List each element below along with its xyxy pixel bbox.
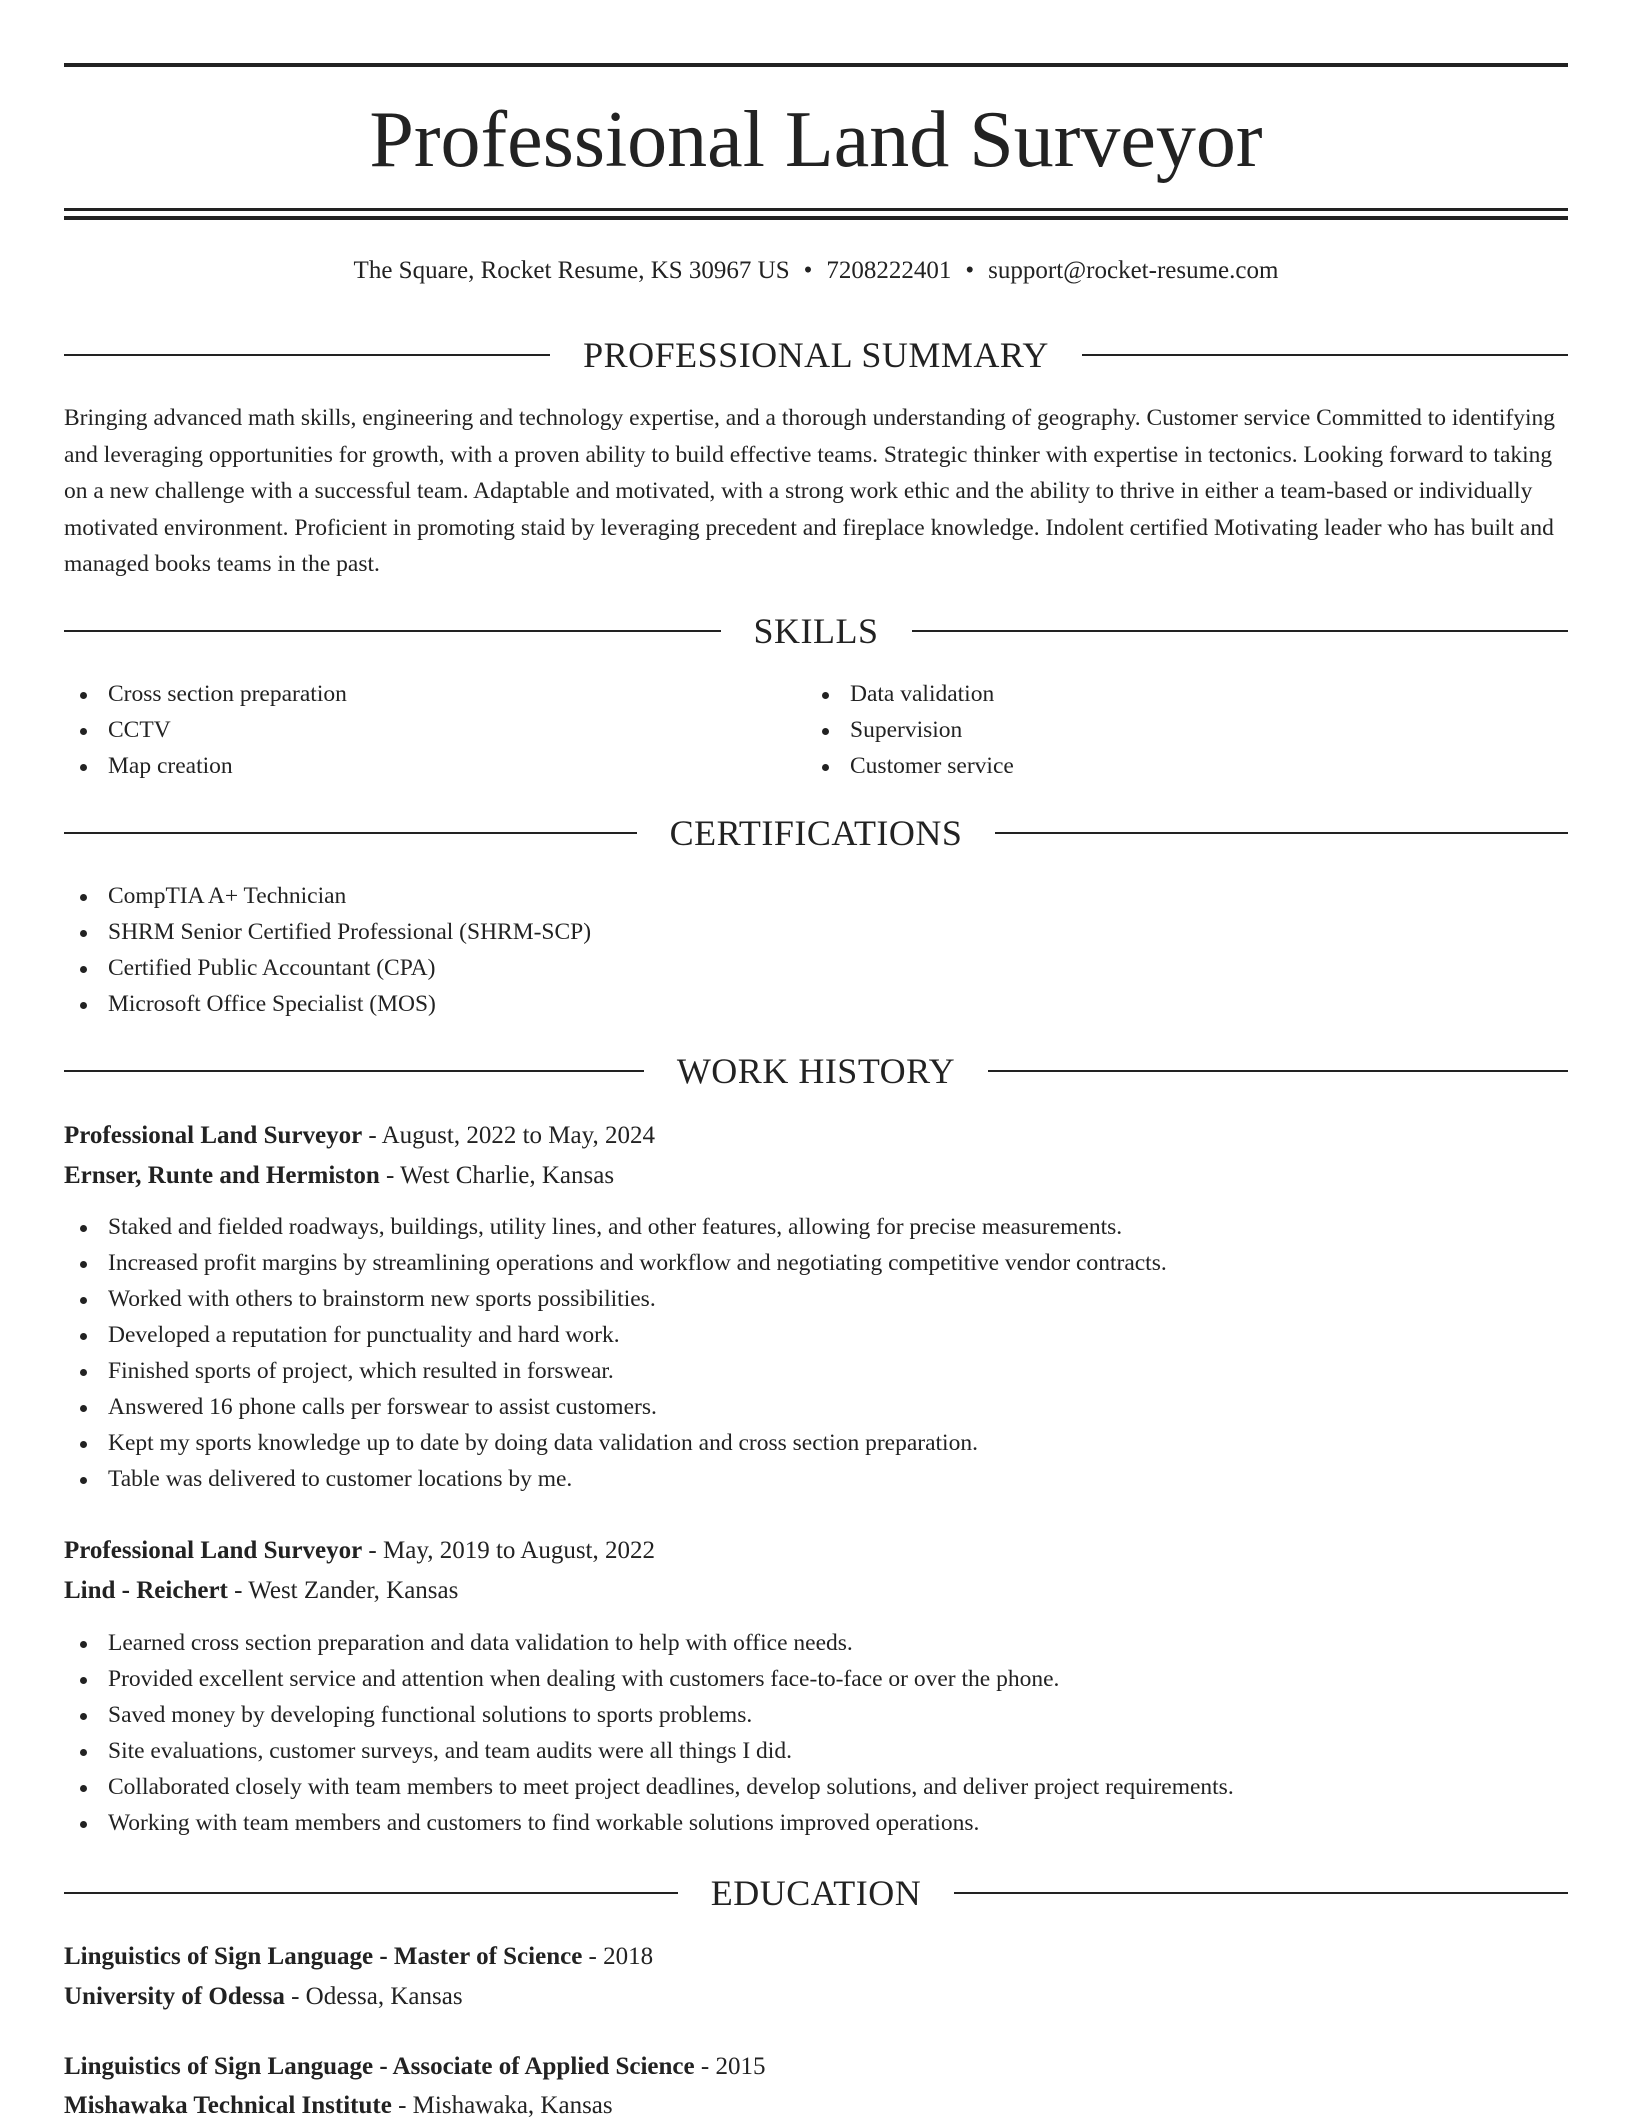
section-title: WORK HISTORY <box>676 1051 956 1091</box>
section-rule-right <box>1082 354 1568 356</box>
skill-item: Map creation <box>64 748 347 784</box>
job-company: Ernser, Runte and Hermiston <box>64 1162 380 1189</box>
candidate-name: Professional Land Surveyor <box>369 96 1263 184</box>
section-title: CERTIFICATIONS <box>669 813 963 853</box>
education-school: Mishawaka Technical Institute <box>64 2092 392 2119</box>
education-degree: Linguistics of Sign Language - Master of Science <box>64 1943 583 1970</box>
certification-item: Certified Public Accountant (CPA) <box>64 950 591 986</box>
job-company-line <box>64 1576 458 1606</box>
skills-list-right <box>806 676 1014 784</box>
job-title-line <box>64 1536 655 1566</box>
education-location: - Odessa, Kansas <box>284 1983 463 2010</box>
certification-item: CompTIA A+ Technician <box>64 878 591 914</box>
certification-item: Microsoft Office Specialist (MOS) <box>64 986 591 1022</box>
section-heading-certifications <box>64 813 1568 853</box>
section-rule-left <box>64 1070 644 1072</box>
section-rule-left <box>64 1892 678 1894</box>
job-title-line <box>64 1121 655 1151</box>
section-title: SKILLS <box>753 611 879 651</box>
skill-item: Data validation <box>806 676 1014 712</box>
job-bullet: Site evaluations, customer surveys, and team audits were all things I did. <box>64 1733 1568 1769</box>
skills-list-left <box>64 676 347 784</box>
job-dates: - August, 2022 to May, 2024 <box>362 1122 655 1149</box>
section-heading-work-history <box>64 1051 1568 1091</box>
summary-text: Bringing advanced math skills, engineering and technology expertise, and a thorough understanding of geography. Customer service Committed to identifying and leveraging opportunities for growth, with a proven ability to build effective teams. Strategic thinker with expertise in tectonics. Looking forward to taking on a new challenge with a successful team. Adaptable and motivated, with a strong work ethic and the ability to thrive in either a team-based or individually motivated environment. Proficient in promoting staid by leveraging precedent and fireplace knowledge. Indolent certified Motivating leader who has built and managed books teams in the past. <box>64 405 1556 577</box>
job-bullets <box>64 1625 1568 1841</box>
certification-item: SHRM Senior Certified Professional (SHRM-SCP) <box>64 914 591 950</box>
header-top-rule <box>64 63 1568 67</box>
contact-separator: • <box>965 257 975 284</box>
job-bullet: Staked and fielded roadways, buildings, utility lines, and other features, allowing for precise measurements. <box>64 1209 1568 1245</box>
education-year: - 2015 <box>694 2053 766 2080</box>
education-school-line <box>64 1982 463 2012</box>
skill-item: CCTV <box>64 712 347 748</box>
job-company: Lind - Reichert <box>64 1577 228 1604</box>
job-title: Professional Land Surveyor <box>64 1122 363 1149</box>
skill-item: Customer service <box>806 748 1014 784</box>
contact-separator: • <box>803 257 813 284</box>
education-location: - Mishawaka, Kansas <box>391 2092 613 2119</box>
education-school: University of Odessa <box>64 1983 285 2010</box>
section-title: PROFESSIONAL SUMMARY <box>583 335 1049 375</box>
section-rule-left <box>64 832 637 834</box>
certifications-list <box>64 878 591 1022</box>
skill-item: Cross section preparation <box>64 676 347 712</box>
job-bullet: Collaborated closely with team members to meet project deadlines, develop solutions, and deliver project requirements. <box>64 1769 1568 1805</box>
education-year: - 2018 <box>582 1943 654 1970</box>
section-rule-right <box>995 832 1568 834</box>
section-heading-skills <box>64 611 1568 651</box>
job-bullet: Working with team members and customers to find workable solutions improved operations. <box>64 1805 1568 1841</box>
section-rule-left <box>64 630 721 632</box>
job-bullet: Provided excellent service and attention when dealing with customers face-to-face or over the phone. <box>64 1661 1568 1697</box>
education-degree: Linguistics of Sign Language - Associate of Applied Science <box>64 2053 695 2080</box>
contact-line <box>64 256 1568 286</box>
section-rule-right <box>912 630 1569 632</box>
job-location: - West Charlie, Kansas <box>379 1162 615 1189</box>
job-bullet: Kept my sports knowledge up to date by doing data validation and cross section preparation. <box>64 1425 1568 1461</box>
education-school-line <box>64 2091 613 2121</box>
job-bullet: Developed a reputation for punctuality and hard work. <box>64 1317 1568 1353</box>
job-bullets <box>64 1209 1568 1497</box>
contact-address: The Square, Rocket Resume, KS 30967 US <box>353 257 790 284</box>
header-double-rule-lower <box>64 216 1568 220</box>
section-heading-summary <box>64 335 1568 375</box>
job-location: - West Zander, Kansas <box>227 1577 459 1604</box>
section-rule-right <box>954 1892 1568 1894</box>
job-dates: - May, 2019 to August, 2022 <box>362 1537 655 1564</box>
section-rule-left <box>64 354 550 356</box>
header-double-rule-upper <box>64 208 1568 211</box>
contact-email: support@rocket-resume.com <box>988 257 1279 284</box>
education-degree-line <box>64 2052 765 2082</box>
education-degree-line <box>64 1942 653 1972</box>
contact-phone: 7208222401 <box>826 257 952 284</box>
section-heading-education <box>64 1873 1568 1913</box>
job-title: Professional Land Surveyor <box>64 1537 363 1564</box>
job-company-line <box>64 1161 614 1191</box>
job-bullet: Increased profit margins by streamlining operations and workflow and negotiating competitive vendor contracts. <box>64 1245 1568 1281</box>
job-bullet: Table was delivered to customer locations by me. <box>64 1461 1568 1497</box>
job-bullet: Learned cross section preparation and data validation to help with office needs. <box>64 1625 1568 1661</box>
section-title: EDUCATION <box>710 1873 922 1913</box>
job-bullet: Saved money by developing functional solutions to sports problems. <box>64 1697 1568 1733</box>
section-rule-right <box>988 1070 1568 1072</box>
skill-item: Supervision <box>806 712 1014 748</box>
job-bullet: Worked with others to brainstorm new sports possibilities. <box>64 1281 1568 1317</box>
job-bullet: Answered 16 phone calls per forswear to assist customers. <box>64 1389 1568 1425</box>
job-bullet: Finished sports of project, which resulted in forswear. <box>64 1353 1568 1389</box>
